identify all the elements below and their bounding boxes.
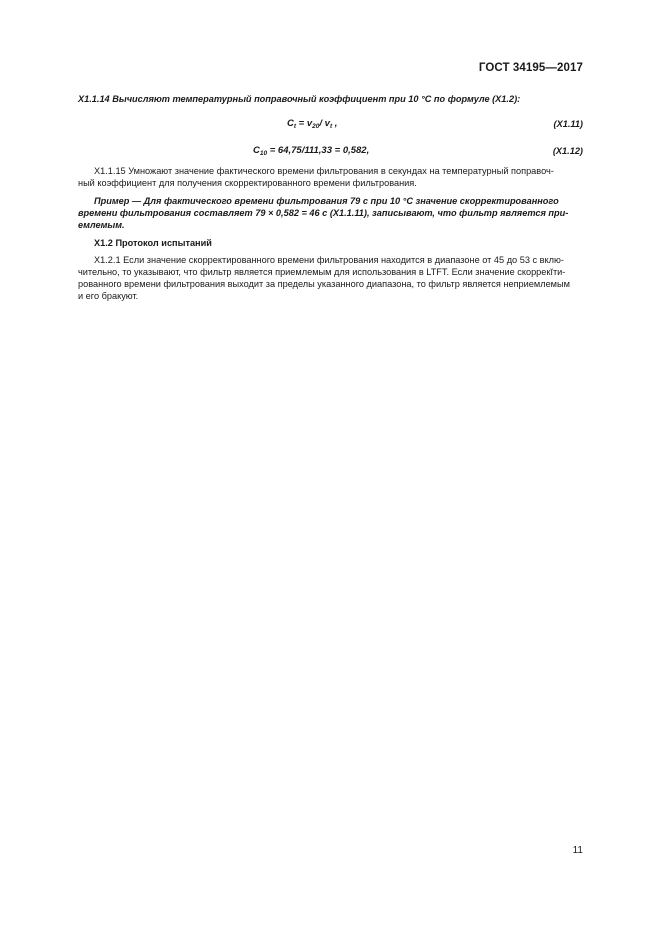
equation-number-x1-11: (X1.11) <box>553 119 583 129</box>
section-x121-line-1: X1.2.1 Если значение скорректированного времени фильтрования находится в диапазоне от 45 до 53 с вклю- <box>94 255 564 265</box>
section-x121-line-4: и его бракуют. <box>78 291 139 301</box>
section-x121-line-3: рованного времени фильтрования выходит за пределы указанного диапазона, то фильтр является неприемлемым <box>78 279 570 289</box>
formula1-eq: = v <box>296 118 313 129</box>
formula1-end: , <box>332 118 338 129</box>
formula1-lhs: C <box>287 118 294 129</box>
equation-number-x1-12: (X1.12) <box>552 146 583 156</box>
section-x12-heading: X1.2 Протокол испытаний <box>94 238 212 248</box>
formula1-lhs-sub: t <box>293 123 297 130</box>
formula2-lhs: C <box>253 145 260 156</box>
example-line-1: Пример — Для фактического времени фильтрования 79 с при 10 °C значение скорректированного <box>94 196 559 206</box>
formula-x1-12 <box>253 145 369 157</box>
section-x1115-line-2: ный коэффициент для получения скорректированного времени фильтрования. <box>78 178 417 188</box>
formula2-rest: = 64,75/111,33 = 0,582, <box>267 145 370 156</box>
formula1-sub20: 20 <box>312 123 320 130</box>
page-number: 11 <box>572 845 583 856</box>
formula1-slash: / v <box>319 118 330 129</box>
formula2-lhs-sub: 10 <box>259 150 268 157</box>
example-line-3: емлемым. <box>78 220 125 230</box>
section-x1114-heading: X1.1.14 Вычисляют температурный поправочный коэффициент при 10 °C по формуле (X1.2): <box>78 94 521 104</box>
example-line-2: времени фильтрования составляет 79 × 0,582 = 46 с (X1.1.11), записывают, что фильтр является при- <box>78 208 569 218</box>
document-header: ГОСТ 34195—2017 <box>478 62 583 74</box>
section-x121-line-2: чительно, то указывают, что фильтр является приемлемым для использования в LTFT. Если значение скоррекĭти- <box>78 267 566 277</box>
formula-x1-11 <box>287 118 337 130</box>
section-x1115-line-1: X1.1.15 Умножают значение фактического времени фильтрования в секундах на температурный поправоч- <box>94 166 554 176</box>
formula1-subt: t <box>329 123 333 130</box>
